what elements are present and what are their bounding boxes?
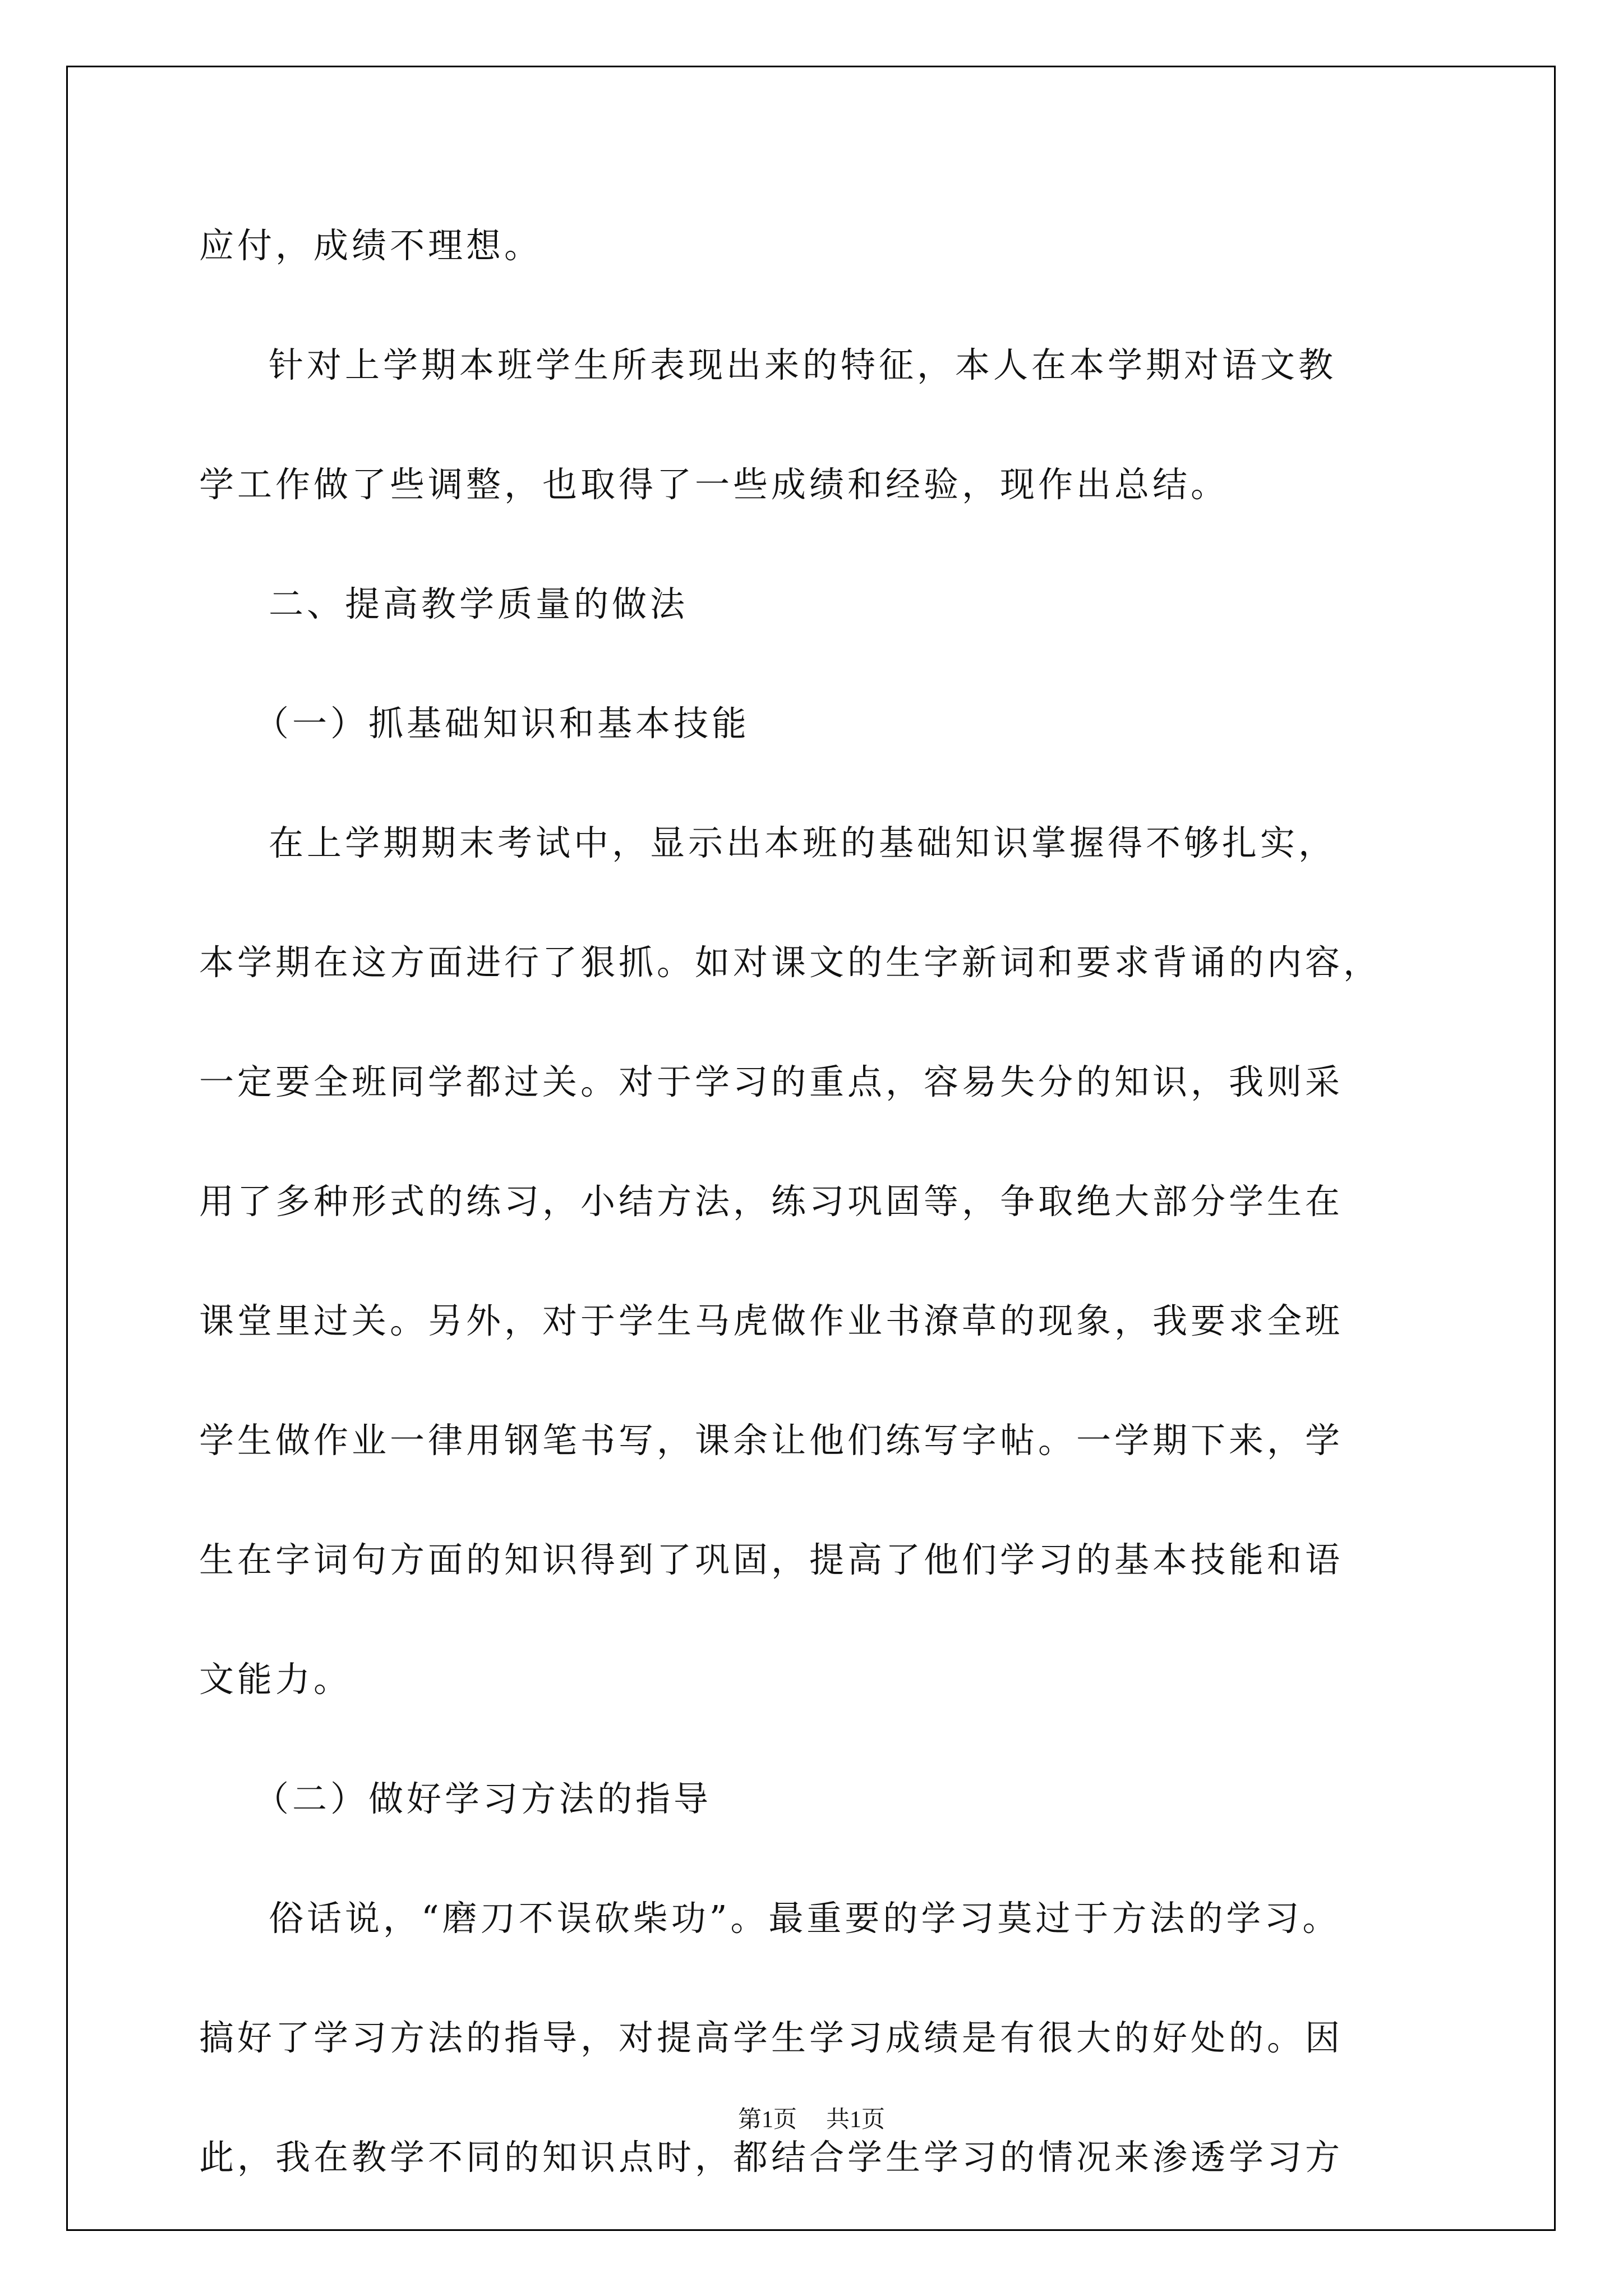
text-line: 课堂里过关。另外，对于学生马虎做作业书潦草的现象，我要求全班 xyxy=(199,1300,1344,1341)
document-body xyxy=(199,218,1424,2249)
subsection-heading: （二）做好学习方法的指导 xyxy=(254,1778,712,1819)
text-line: 搞好了学习方法的指导，对提高学生学习成绩是有很大的好处的。因 xyxy=(199,2017,1344,2058)
text-line: 俗话说，“磨刀不误砍柴功”。最重要的学习莫过于方法的学习。 xyxy=(269,1898,1341,1939)
text-line: 本学期在这方面进行了狠抓。如对课文的生字新词和要求背诵的内容， xyxy=(199,942,1382,983)
text-line: 生在字词句方面的知识得到了巩固，提高了他们学习的基本技能和语 xyxy=(199,1539,1344,1580)
text-line: 应付，成绩不理想。 xyxy=(199,225,543,266)
text-line: 学工作做了些调整，也取得了一些成绩和经验，现作出总结。 xyxy=(199,464,1229,505)
text-line: 学生做作业一律用钢笔书写，课余让他们练写字帖。一学期下来，学 xyxy=(199,1420,1344,1461)
text-line: 用了多种形式的练习，小结方法，练习巩固等，争取绝大部分学生在 xyxy=(199,1181,1344,1222)
text-line: 文能力。 xyxy=(199,1659,352,1700)
section-heading: 二、提高教学质量的做法 xyxy=(269,583,689,624)
text-line: 针对上学期本班学生所表现出来的特征，本人在本学期对语文教 xyxy=(269,344,1337,385)
page-total: 共1页 xyxy=(826,2107,886,2133)
page-footer xyxy=(0,2101,1623,2134)
subsection-heading: （一）抓基础知识和基本技能 xyxy=(254,703,750,744)
page-number: 第1页 xyxy=(737,2107,797,2133)
text-line: 在上学期期末考试中，显示出本班的基础知识掌握得不够扎实， xyxy=(269,822,1337,863)
text-line: 此，我在教学不同的知识点时，都结合学生学习的情况来渗透学习方 xyxy=(199,2137,1344,2178)
text-line: 一定要全班同学都过关。对于学习的重点，容易失分的知识，我则采 xyxy=(199,1061,1344,1102)
